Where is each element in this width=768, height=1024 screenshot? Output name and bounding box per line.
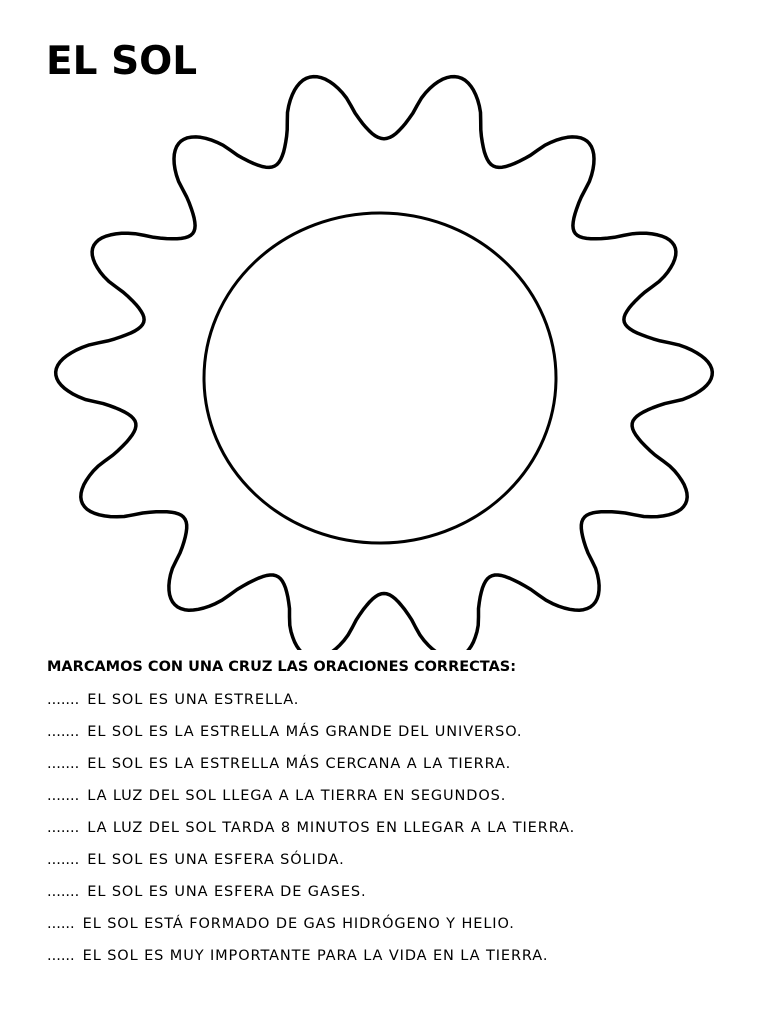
statement-text: EL SOL ES UNA ESFERA DE GASES.: [87, 884, 367, 900]
instruction-heading: MARCAMOS CON UNA CRUZ LAS ORACIONES CORRECTAS:: [47, 659, 517, 675]
answer-blank[interactable]: .......: [47, 692, 80, 708]
statement-text: EL SOL ES LA ESTRELLA MÁS CERCANA A LA TIERRA.: [87, 756, 512, 772]
statement-text: LA LUZ DEL SOL LLEGA A LA TIERRA EN SEGUNDOS.: [87, 788, 507, 804]
statement-text: EL SOL ESTÁ FORMADO DE GAS HIDRÓGENO Y HELIO.: [82, 916, 515, 932]
answer-blank[interactable]: .......: [47, 820, 80, 836]
statement-item: [47, 848, 575, 880]
page-title: EL SOL: [46, 39, 198, 84]
statement-item: [47, 912, 575, 944]
answer-blank[interactable]: .......: [47, 724, 80, 740]
statement-item: [47, 720, 575, 752]
answer-blank[interactable]: ......: [47, 948, 75, 964]
statement-text: EL SOL ES LA ESTRELLA MÁS GRANDE DEL UNIVERSO.: [87, 724, 523, 740]
statement-item: [47, 784, 575, 816]
statement-list: [47, 688, 575, 976]
statement-text: EL SOL ES MUY IMPORTANTE PARA LA VIDA EN LA TIERRA.: [82, 948, 549, 964]
statement-item: [47, 944, 575, 976]
statement-item: [47, 688, 575, 720]
answer-blank[interactable]: ......: [47, 916, 75, 932]
answer-blank[interactable]: .......: [47, 788, 80, 804]
answer-blank[interactable]: .......: [47, 852, 80, 868]
statement-item: [47, 816, 575, 848]
statement-item: [47, 752, 575, 784]
sun-rays-outline: [56, 77, 713, 650]
statement-item: [47, 880, 575, 912]
statement-text: EL SOL ES UNA ESTRELLA.: [87, 692, 300, 708]
statement-text: EL SOL ES UNA ESFERA SÓLIDA.: [87, 852, 345, 868]
statement-text: LA LUZ DEL SOL TARDA 8 MINUTOS EN LLEGAR A LA TIERRA.: [87, 820, 576, 836]
sun-disc: [204, 213, 556, 543]
answer-blank[interactable]: .......: [47, 884, 80, 900]
answer-blank[interactable]: .......: [47, 756, 80, 772]
